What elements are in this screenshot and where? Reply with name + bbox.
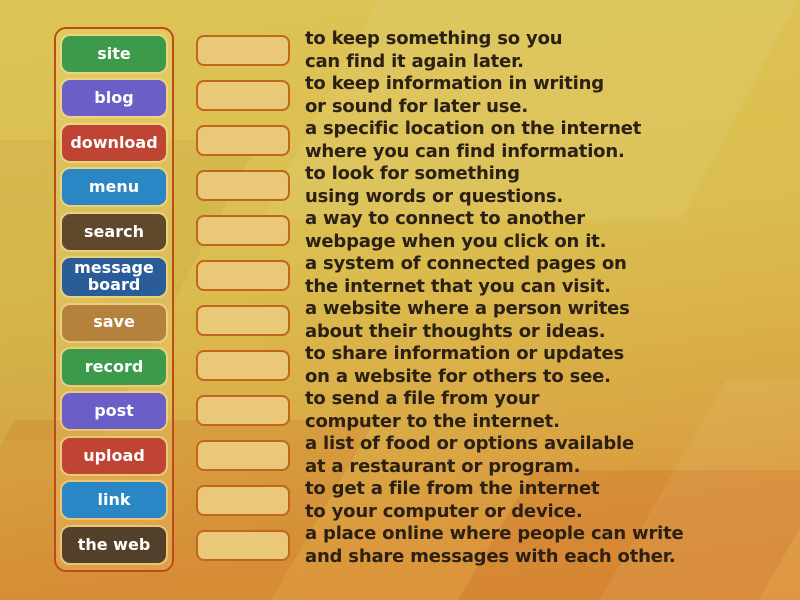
term-tile-record[interactable] [62,349,166,385]
definition-line-2: where you can find information. [305,140,625,162]
definition-text [305,28,562,73]
definition-line-1: to share information or updates [305,343,625,365]
definition-line-1: to keep information in writing [305,73,604,95]
definition-text [305,118,641,163]
definition-row [196,163,684,208]
definition-row [196,208,684,253]
term-label: the web [77,534,151,554]
definition-row [196,343,684,388]
definition-row [196,28,684,73]
definition-row [196,298,684,343]
definition-line-1: to keep something so you [305,28,563,50]
definition-row [196,478,684,523]
terms-panel [54,27,174,572]
term-label: search [84,221,144,241]
answer-slot[interactable] [196,170,290,201]
definition-row [196,253,684,298]
definition-line-2: using words or questions. [305,185,564,207]
term-tile-upload[interactable] [62,438,166,474]
definition-row [196,73,684,118]
term-tile-link[interactable] [62,482,166,518]
definition-line-2: at a restaurant or program. [305,455,581,477]
definition-row [196,388,684,433]
term-tile-message-board[interactable] [62,258,166,296]
answer-slot[interactable] [196,305,290,336]
answer-slot[interactable] [196,350,290,381]
definition-line-2: and share messages with each other. [305,545,676,567]
definition-text [305,73,604,118]
definitions-panel [196,28,684,568]
term-tile-blog[interactable] [62,80,166,116]
answer-slot[interactable] [196,35,290,66]
term-tile-the-web[interactable] [62,527,166,563]
definition-text [305,523,684,568]
term-label: menu [88,177,140,197]
term-tile-menu[interactable] [62,169,166,205]
term-label: post [94,401,134,421]
term-label: link [97,490,131,510]
definition-line-2: webpage when you click on it. [305,230,607,252]
definition-text [305,478,599,523]
definition-text [305,343,624,388]
term-label: record [84,356,144,376]
definition-line-1: a list of food or options available [305,433,634,455]
definition-row [196,118,684,163]
definition-line-2: about their thoughts or ideas. [305,320,606,342]
answer-slot[interactable] [196,485,290,516]
definition-text [305,253,627,298]
definition-text [305,163,563,208]
definition-text [305,208,606,253]
term-label: download [70,132,158,152]
definition-text [305,388,560,433]
definition-line-1: a way to connect to another [305,208,585,230]
definition-line-2: or sound for later use. [305,95,528,117]
answer-slot[interactable] [196,440,290,471]
definition-line-2: can find it again later. [305,50,524,72]
definition-line-2: on a website for others to see. [305,365,611,387]
definition-line-2: the internet that you can visit. [305,275,611,297]
term-tile-save[interactable] [62,305,166,341]
definition-line-1: to look for something [305,163,520,185]
term-label: upload [83,445,145,465]
answer-slot[interactable] [196,260,290,291]
term-tile-post[interactable] [62,393,166,429]
answer-slot[interactable] [196,125,290,156]
definition-text [305,298,630,343]
definition-line-1: a system of connected pages on [305,253,627,275]
definition-line-2: to your computer or device. [305,500,583,522]
definition-line-1: to get a file from the internet [305,478,600,500]
definition-line-1: a specific location on the internet [305,118,642,140]
term-label: message board [74,258,154,295]
term-tile-site[interactable] [62,36,166,72]
definition-line-2: computer to the internet. [305,410,560,432]
definition-line-1: a website where a person writes [305,298,630,320]
definition-row [196,523,684,568]
term-tile-search[interactable] [62,214,166,250]
term-label: site [97,43,131,63]
definition-line-1: a place online where people can write [305,523,684,545]
definition-line-1: to send a file from your [305,388,540,410]
term-label: blog [94,88,134,108]
term-tile-download[interactable] [62,125,166,161]
answer-slot[interactable] [196,395,290,426]
term-label: save [93,312,135,332]
definition-text [305,433,634,478]
answer-slot[interactable] [196,80,290,111]
definition-row [196,433,684,478]
answer-slot[interactable] [196,530,290,561]
answer-slot[interactable] [196,215,290,246]
